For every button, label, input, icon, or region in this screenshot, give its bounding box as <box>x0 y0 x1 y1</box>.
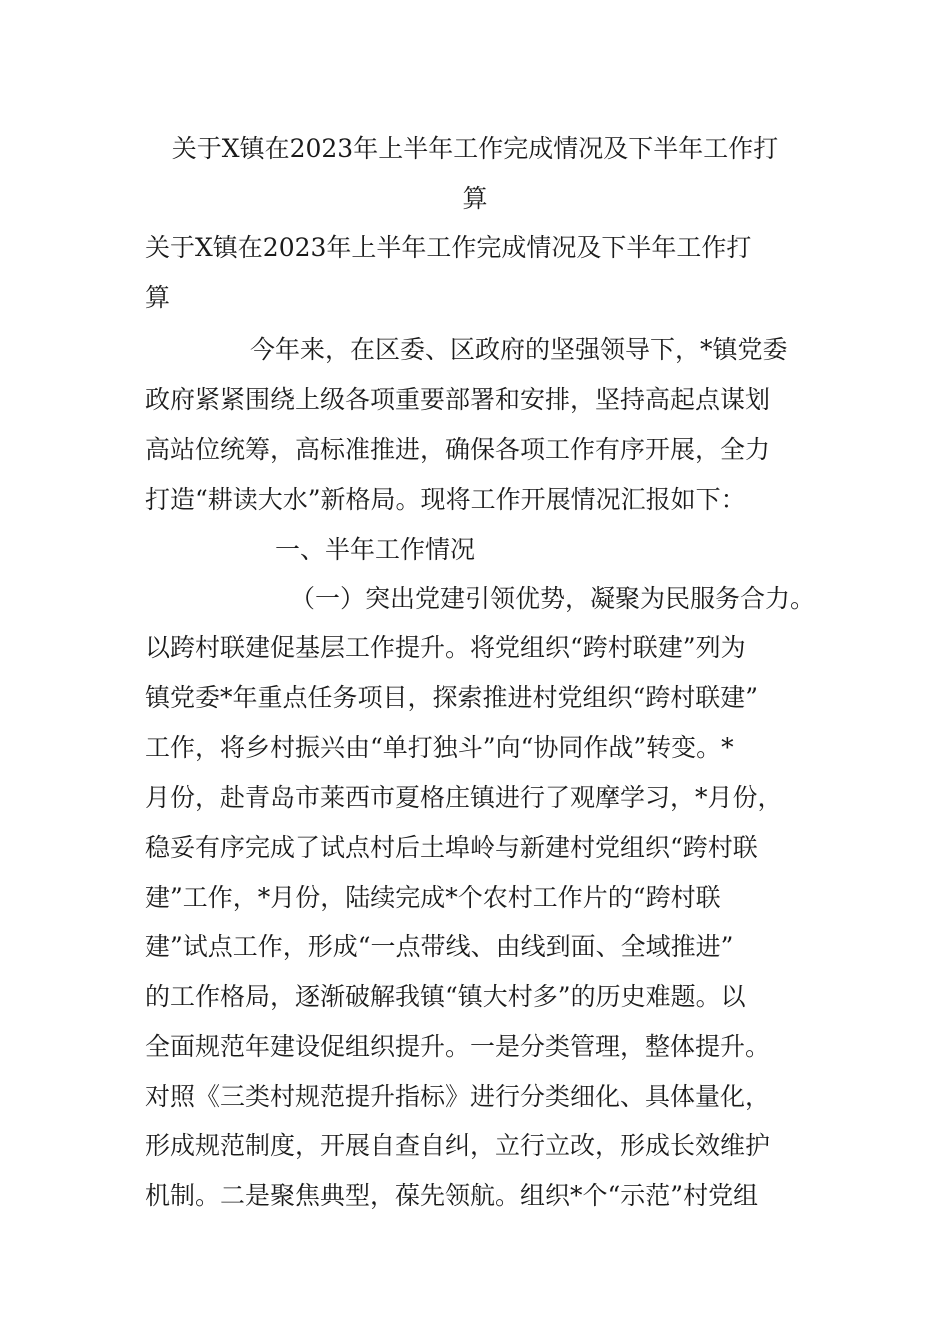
body-line: 工作，将乡村振兴由“单打独斗”向“协同作战”转变。* <box>145 733 734 762</box>
body-line: 打造“耕读大水”新格局。现将工作开展情况汇报如下： <box>145 485 746 514</box>
body-line: 稳妥有序完成了试点村后土埠岭与新建村党组织“跨村联 <box>145 833 758 862</box>
body-line: 高站位统筹，高标准推进，确保各项工作有序开展，全力 <box>145 435 771 464</box>
body-line: 算 <box>145 283 171 312</box>
subsection-heading: （一）突出党建引领优势，凝聚为民服务合力。 <box>290 584 816 613</box>
body-line: 的工作格局，逐渐破解我镇“镇大村多”的历史难题。以 <box>145 982 746 1011</box>
document-title-line-1: 关于X镇在2023年上半年工作完成情况及下半年工作打 <box>171 134 779 163</box>
body-line: 关于X镇在2023年上半年工作完成情况及下半年工作打 <box>145 233 752 262</box>
body-line: 建”工作，*月份，陆续完成*个农村工作片的“跨村联 <box>145 883 721 912</box>
body-line: 政府紧紧围绕上级各项重要部署和安排，坚持高起点谋划 <box>145 385 771 414</box>
body-line: 全面规范年建设促组织提升。一是分类管理，整体提升。 <box>145 1032 771 1061</box>
document-title-line-2: 算 <box>462 184 488 213</box>
body-line: 月份，赴青岛市莱西市夏格庄镇进行了观摩学习，*月份， <box>145 783 783 812</box>
body-line: 以跨村联建促基层工作提升。将党组织“跨村联建”列为 <box>145 633 746 662</box>
paragraph-first-line: 今年来，在区委、区政府的坚强领导下，*镇党委 <box>250 335 788 364</box>
body-line: 对照《三类村规范提升指标》进行分类细化、具体量化， <box>145 1082 771 1111</box>
body-line: 机制。二是聚焦典型，葆先领航。组织*个“示范”村党组 <box>145 1181 759 1210</box>
body-line: 镇党委*年重点任务项目，探索推进村党组织“跨村联建” <box>145 683 759 712</box>
section-heading: 一、半年工作情况 <box>275 535 476 564</box>
body-line: 形成规范制度，开展自查自纠，立行立改，形成长效维护 <box>145 1131 771 1160</box>
body-line: 建”试点工作，形成“一点带线、由线到面、全域推进” <box>145 932 734 961</box>
